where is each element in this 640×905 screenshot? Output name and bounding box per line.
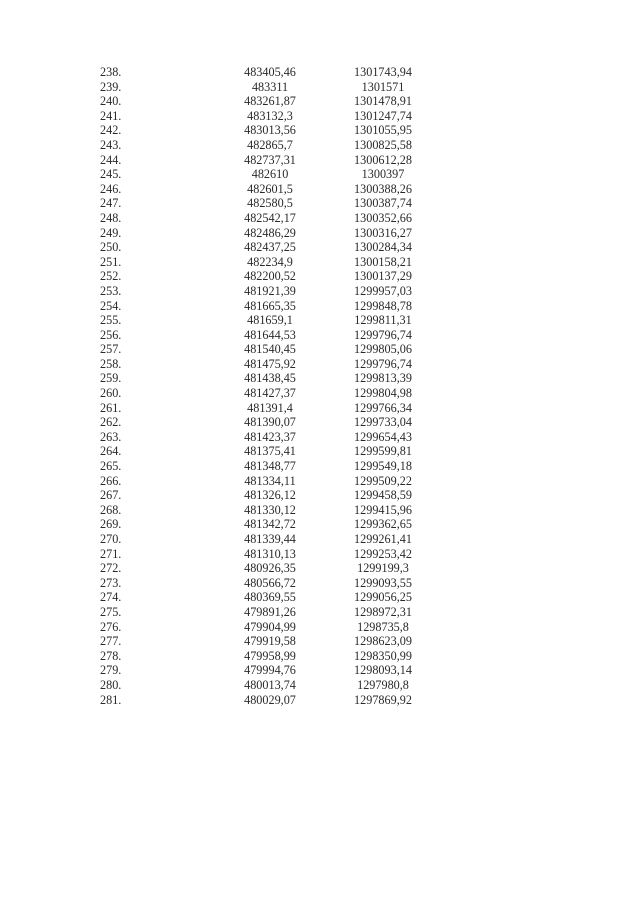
table-row	[100, 153, 448, 168]
table-row	[100, 561, 448, 576]
x-coordinate-cell: 483013,56	[244, 123, 296, 138]
point-number-cell: 262.	[100, 415, 122, 430]
table-row	[100, 401, 448, 416]
y-coordinate-cell: 1299805,06	[354, 342, 412, 357]
table-row	[100, 576, 448, 591]
point-number-cell: 248.	[100, 210, 122, 225]
y-coordinate-cell: 1299848,78	[354, 298, 412, 313]
point-number-cell: 278.	[100, 648, 122, 663]
x-coordinate-cell: 481921,39	[244, 283, 296, 298]
table-row	[100, 517, 448, 532]
y-coordinate-cell: 1299957,03	[354, 283, 412, 298]
x-coordinate-cell: 481665,35	[244, 298, 296, 313]
point-number-cell: 281.	[100, 692, 122, 707]
point-number-cell: 250.	[100, 240, 122, 255]
point-number-cell: 260.	[100, 386, 122, 401]
y-coordinate-cell: 1298735,8	[357, 619, 409, 634]
y-coordinate-cell: 1299654,43	[354, 429, 412, 444]
table-row	[100, 663, 448, 678]
table-row	[100, 328, 448, 343]
y-coordinate-cell: 1300352,66	[354, 210, 412, 225]
x-coordinate-cell: 482234,9	[247, 254, 293, 269]
x-coordinate-cell: 482200,52	[244, 269, 296, 284]
point-number-cell: 272.	[100, 561, 122, 576]
point-number-cell: 243.	[100, 137, 122, 152]
y-coordinate-cell: 1300397	[361, 167, 405, 182]
point-number-cell: 274.	[100, 590, 122, 605]
y-coordinate-cell: 1299796,74	[354, 356, 412, 371]
table-row	[100, 415, 448, 430]
x-coordinate-cell: 482737,31	[244, 152, 296, 167]
x-coordinate-cell: 481310,13	[244, 546, 296, 561]
y-coordinate-cell: 1300387,74	[354, 196, 412, 211]
table-row	[100, 255, 448, 270]
coordinates-table-body	[100, 65, 448, 707]
table-row	[100, 196, 448, 211]
coordinates-table	[100, 65, 448, 707]
x-coordinate-cell: 479994,76	[244, 663, 296, 678]
x-coordinate-cell: 481659,1	[247, 313, 293, 328]
point-number-cell: 246.	[100, 181, 122, 196]
y-coordinate-cell: 1301478,91	[354, 94, 412, 109]
y-coordinate-cell: 1299549,18	[354, 459, 412, 474]
point-number-cell: 240.	[100, 94, 122, 109]
y-coordinate-cell: 1299093,55	[354, 575, 412, 590]
point-number-cell: 239.	[100, 79, 122, 94]
table-row	[100, 474, 448, 489]
table-row	[100, 109, 448, 124]
point-number-cell: 252.	[100, 269, 122, 284]
table-row	[100, 459, 448, 474]
y-coordinate-cell: 1299733,04	[354, 415, 412, 430]
table-row	[100, 678, 448, 693]
x-coordinate-cell: 482610	[251, 167, 289, 182]
x-coordinate-cell: 480369,55	[244, 590, 296, 605]
point-number-cell: 244.	[100, 152, 122, 167]
y-coordinate-cell: 1299415,96	[354, 502, 412, 517]
point-number-cell: 266.	[100, 473, 122, 488]
y-coordinate-cell: 1299599,81	[354, 444, 412, 459]
x-coordinate-cell: 481423,37	[244, 429, 296, 444]
table-row	[100, 284, 448, 299]
y-coordinate-cell: 1300137,29	[354, 269, 412, 284]
x-coordinate-cell: 481391,4	[247, 400, 293, 415]
x-coordinate-cell: 479919,58	[244, 634, 296, 649]
point-number-cell: 245.	[100, 167, 122, 182]
y-coordinate-cell: 1298623,09	[354, 634, 412, 649]
table-row	[100, 547, 448, 562]
table-row	[100, 386, 448, 401]
table-row	[100, 357, 448, 372]
y-coordinate-cell: 1301055,95	[354, 123, 412, 138]
y-coordinate-cell: 1301571	[361, 79, 405, 94]
point-number-cell: 259.	[100, 371, 122, 386]
x-coordinate-cell: 480029,07	[244, 692, 296, 707]
point-number-cell: 276.	[100, 619, 122, 634]
point-number-cell: 267.	[100, 488, 122, 503]
x-coordinate-cell: 481540,45	[244, 342, 296, 357]
point-number-cell: 256.	[100, 327, 122, 342]
y-coordinate-cell: 1299056,25	[354, 590, 412, 605]
y-coordinate-cell: 1298972,31	[354, 604, 412, 619]
table-row	[100, 503, 448, 518]
point-number-cell: 247.	[100, 196, 122, 211]
table-row	[100, 634, 448, 649]
x-coordinate-cell: 481326,12	[244, 488, 296, 503]
x-coordinate-cell: 481330,12	[244, 502, 296, 517]
table-row	[100, 226, 448, 241]
x-coordinate-cell: 479958,99	[244, 648, 296, 663]
point-number-cell: 251.	[100, 254, 122, 269]
point-number-cell: 261.	[100, 400, 122, 415]
x-coordinate-cell: 481475,92	[244, 356, 296, 371]
y-coordinate-cell: 1299811,31	[354, 313, 412, 328]
y-coordinate-cell: 1297869,92	[354, 692, 412, 707]
point-number-cell: 271.	[100, 546, 122, 561]
x-coordinate-cell: 482865,7	[247, 137, 293, 152]
x-coordinate-cell: 483132,3	[247, 108, 293, 123]
table-row	[100, 620, 448, 635]
table-row	[100, 123, 448, 138]
x-coordinate-cell: 481334,11	[244, 473, 296, 488]
point-number-cell: 242.	[100, 123, 122, 138]
y-coordinate-cell: 1299362,65	[354, 517, 412, 532]
point-number-cell: 269.	[100, 517, 122, 532]
table-row	[100, 269, 448, 284]
y-coordinate-cell: 1300612,28	[354, 152, 412, 167]
table-row	[100, 167, 448, 182]
table-row	[100, 342, 448, 357]
y-coordinate-cell: 1299253,42	[354, 546, 412, 561]
y-coordinate-cell: 1299261,41	[354, 532, 412, 546]
point-number-cell: 280.	[100, 677, 122, 692]
point-number-cell: 279.	[100, 663, 122, 678]
y-coordinate-cell: 1300388,26	[354, 181, 412, 196]
table-row	[100, 138, 448, 153]
point-number-cell: 254.	[100, 298, 122, 313]
y-coordinate-cell: 1299509,22	[354, 473, 412, 488]
point-number-cell: 273.	[100, 575, 122, 590]
y-coordinate-cell: 1300825,58	[354, 137, 412, 152]
y-coordinate-cell: 1299804,98	[354, 386, 412, 401]
x-coordinate-cell: 482542,17	[244, 210, 296, 225]
x-coordinate-cell: 482601,5	[247, 181, 293, 196]
x-coordinate-cell: 483261,87	[244, 94, 296, 109]
table-row	[100, 299, 448, 314]
point-number-cell: 253.	[100, 283, 122, 298]
table-row	[100, 313, 448, 328]
table-row	[100, 65, 448, 80]
table-row	[100, 182, 448, 197]
table-row	[100, 211, 448, 226]
y-coordinate-cell: 1298350,99	[354, 648, 412, 663]
x-coordinate-cell: 481348,77	[244, 459, 296, 474]
y-coordinate-cell: 1300316,27	[354, 225, 412, 240]
y-coordinate-cell: 1297980,8	[357, 677, 409, 692]
y-coordinate-cell: 1301247,74	[354, 108, 412, 123]
table-row	[100, 430, 448, 445]
y-coordinate-cell: 1301743,94	[354, 65, 412, 79]
x-coordinate-cell: 480013,74	[244, 677, 296, 692]
point-number-cell: 268.	[100, 502, 122, 517]
table-row	[100, 80, 448, 95]
point-number-cell: 238.	[100, 65, 122, 79]
point-number-cell: 277.	[100, 634, 122, 649]
y-coordinate-cell: 1299458,59	[354, 488, 412, 503]
point-number-cell: 258.	[100, 356, 122, 371]
y-coordinate-cell: 1300284,34	[354, 240, 412, 255]
x-coordinate-cell: 483311	[251, 79, 289, 94]
x-coordinate-cell: 481644,53	[244, 327, 296, 342]
y-coordinate-cell: 1299813,39	[354, 371, 412, 386]
y-coordinate-cell: 1299199,3	[357, 561, 409, 576]
x-coordinate-cell: 479904,99	[244, 619, 296, 634]
x-coordinate-cell: 480926,35	[244, 561, 296, 576]
y-coordinate-cell: 1299766,34	[354, 400, 412, 415]
table-row	[100, 532, 448, 547]
table-row	[100, 605, 448, 620]
point-number-cell: 265.	[100, 459, 122, 474]
table-row	[100, 488, 448, 503]
x-coordinate-cell: 481390,07	[244, 415, 296, 430]
x-coordinate-cell: 482580,5	[247, 196, 293, 211]
x-coordinate-cell: 482437,25	[244, 240, 296, 255]
table-row	[100, 649, 448, 664]
x-coordinate-cell: 481427,37	[244, 386, 296, 401]
x-coordinate-cell: 481339,44	[244, 532, 296, 546]
table-row	[100, 590, 448, 605]
point-number-cell: 275.	[100, 604, 122, 619]
table-row	[100, 371, 448, 386]
table-row	[100, 240, 448, 255]
point-number-cell: 264.	[100, 444, 122, 459]
point-number-cell: 249.	[100, 225, 122, 240]
x-coordinate-cell: 480566,72	[244, 575, 296, 590]
x-coordinate-cell: 481375,41	[244, 444, 296, 459]
x-coordinate-cell: 481438,45	[244, 371, 296, 386]
x-coordinate-cell: 482486,29	[244, 225, 296, 240]
x-coordinate-cell: 483405,46	[244, 65, 296, 79]
point-number-cell: 241.	[100, 108, 122, 123]
y-coordinate-cell: 1299796,74	[354, 327, 412, 342]
table-row	[100, 693, 448, 708]
table-row	[100, 444, 448, 459]
point-number-cell: 270.	[100, 532, 122, 546]
x-coordinate-cell: 479891,26	[244, 604, 296, 619]
point-number-cell: 257.	[100, 342, 122, 357]
x-coordinate-cell: 481342,72	[244, 517, 296, 532]
table-row	[100, 94, 448, 109]
point-number-cell: 255.	[100, 313, 122, 328]
point-number-cell: 263.	[100, 429, 122, 444]
y-coordinate-cell: 1298093,14	[354, 663, 412, 678]
y-coordinate-cell: 1300158,21	[354, 254, 412, 269]
